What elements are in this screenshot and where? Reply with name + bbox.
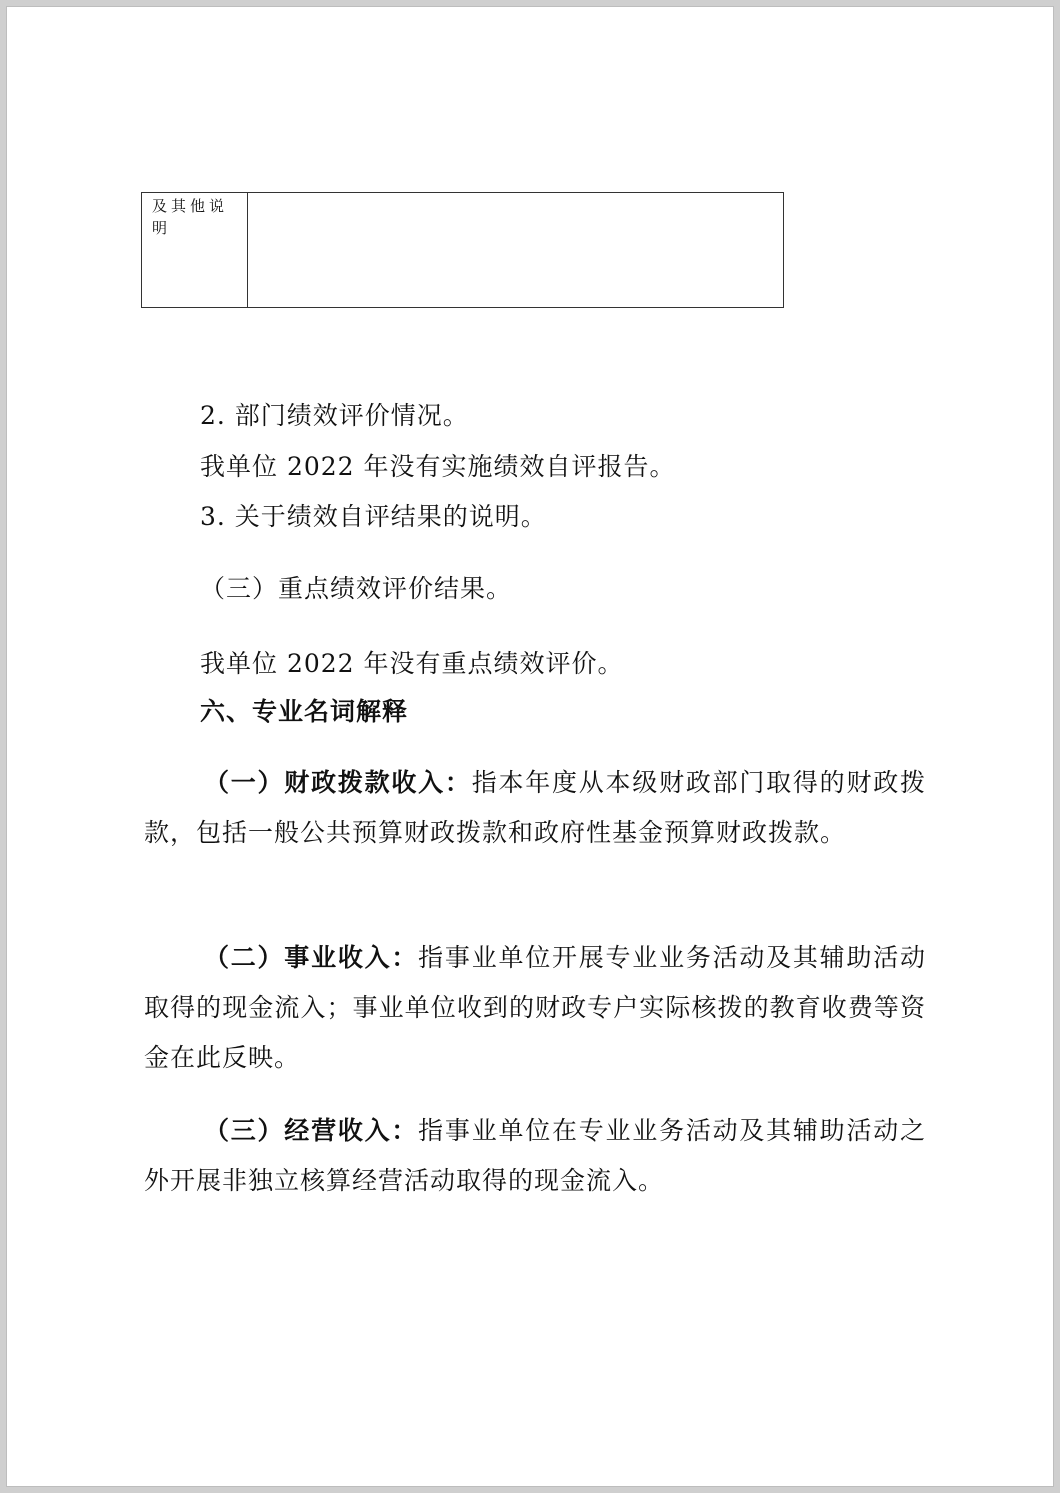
term-definition — [144, 933, 926, 1083]
document-page — [6, 6, 1054, 1487]
remarks-table — [141, 192, 784, 308]
item-2-body: 我单位 2022 年没有实施绩效自评报告。 — [200, 452, 676, 481]
term-title: （一）财政拨款收入： — [204, 768, 472, 797]
term-title: （三）经营收入： — [204, 1116, 419, 1145]
term-text: 指事业单位开展专业业务活动及其辅助活动取得的现金流入；事业单位收到的财政专户实际核拨的教育收费等资金在此反映。 — [144, 943, 926, 1072]
item-3-heading: 3. 关于绩效自评结果的说明。 — [200, 502, 547, 531]
term-definition — [144, 1106, 926, 1206]
table-value-cell — [248, 193, 783, 307]
section-3-body: 我单位 2022 年没有重点绩效评价。 — [200, 649, 624, 678]
section-6-heading: 六、专业名词解释 — [200, 697, 409, 726]
table-label-cell: 及其他说明 — [142, 193, 248, 307]
term-title: （二）事业收入： — [204, 943, 419, 972]
item-2-heading: 2. 部门绩效评价情况。 — [200, 401, 469, 430]
term-definition — [144, 758, 926, 858]
term-text: 指本年度从本级财政部门取得的财政拨款，包括一般公共预算财政拨款和政府性基金预算财政拨款。 — [144, 768, 926, 847]
section-3-heading: （三）重点绩效评价结果。 — [200, 574, 513, 603]
term-text: 指事业单位在专业业务活动及其辅助活动之外开展非独立核算经营活动取得的现金流入。 — [144, 1116, 926, 1195]
